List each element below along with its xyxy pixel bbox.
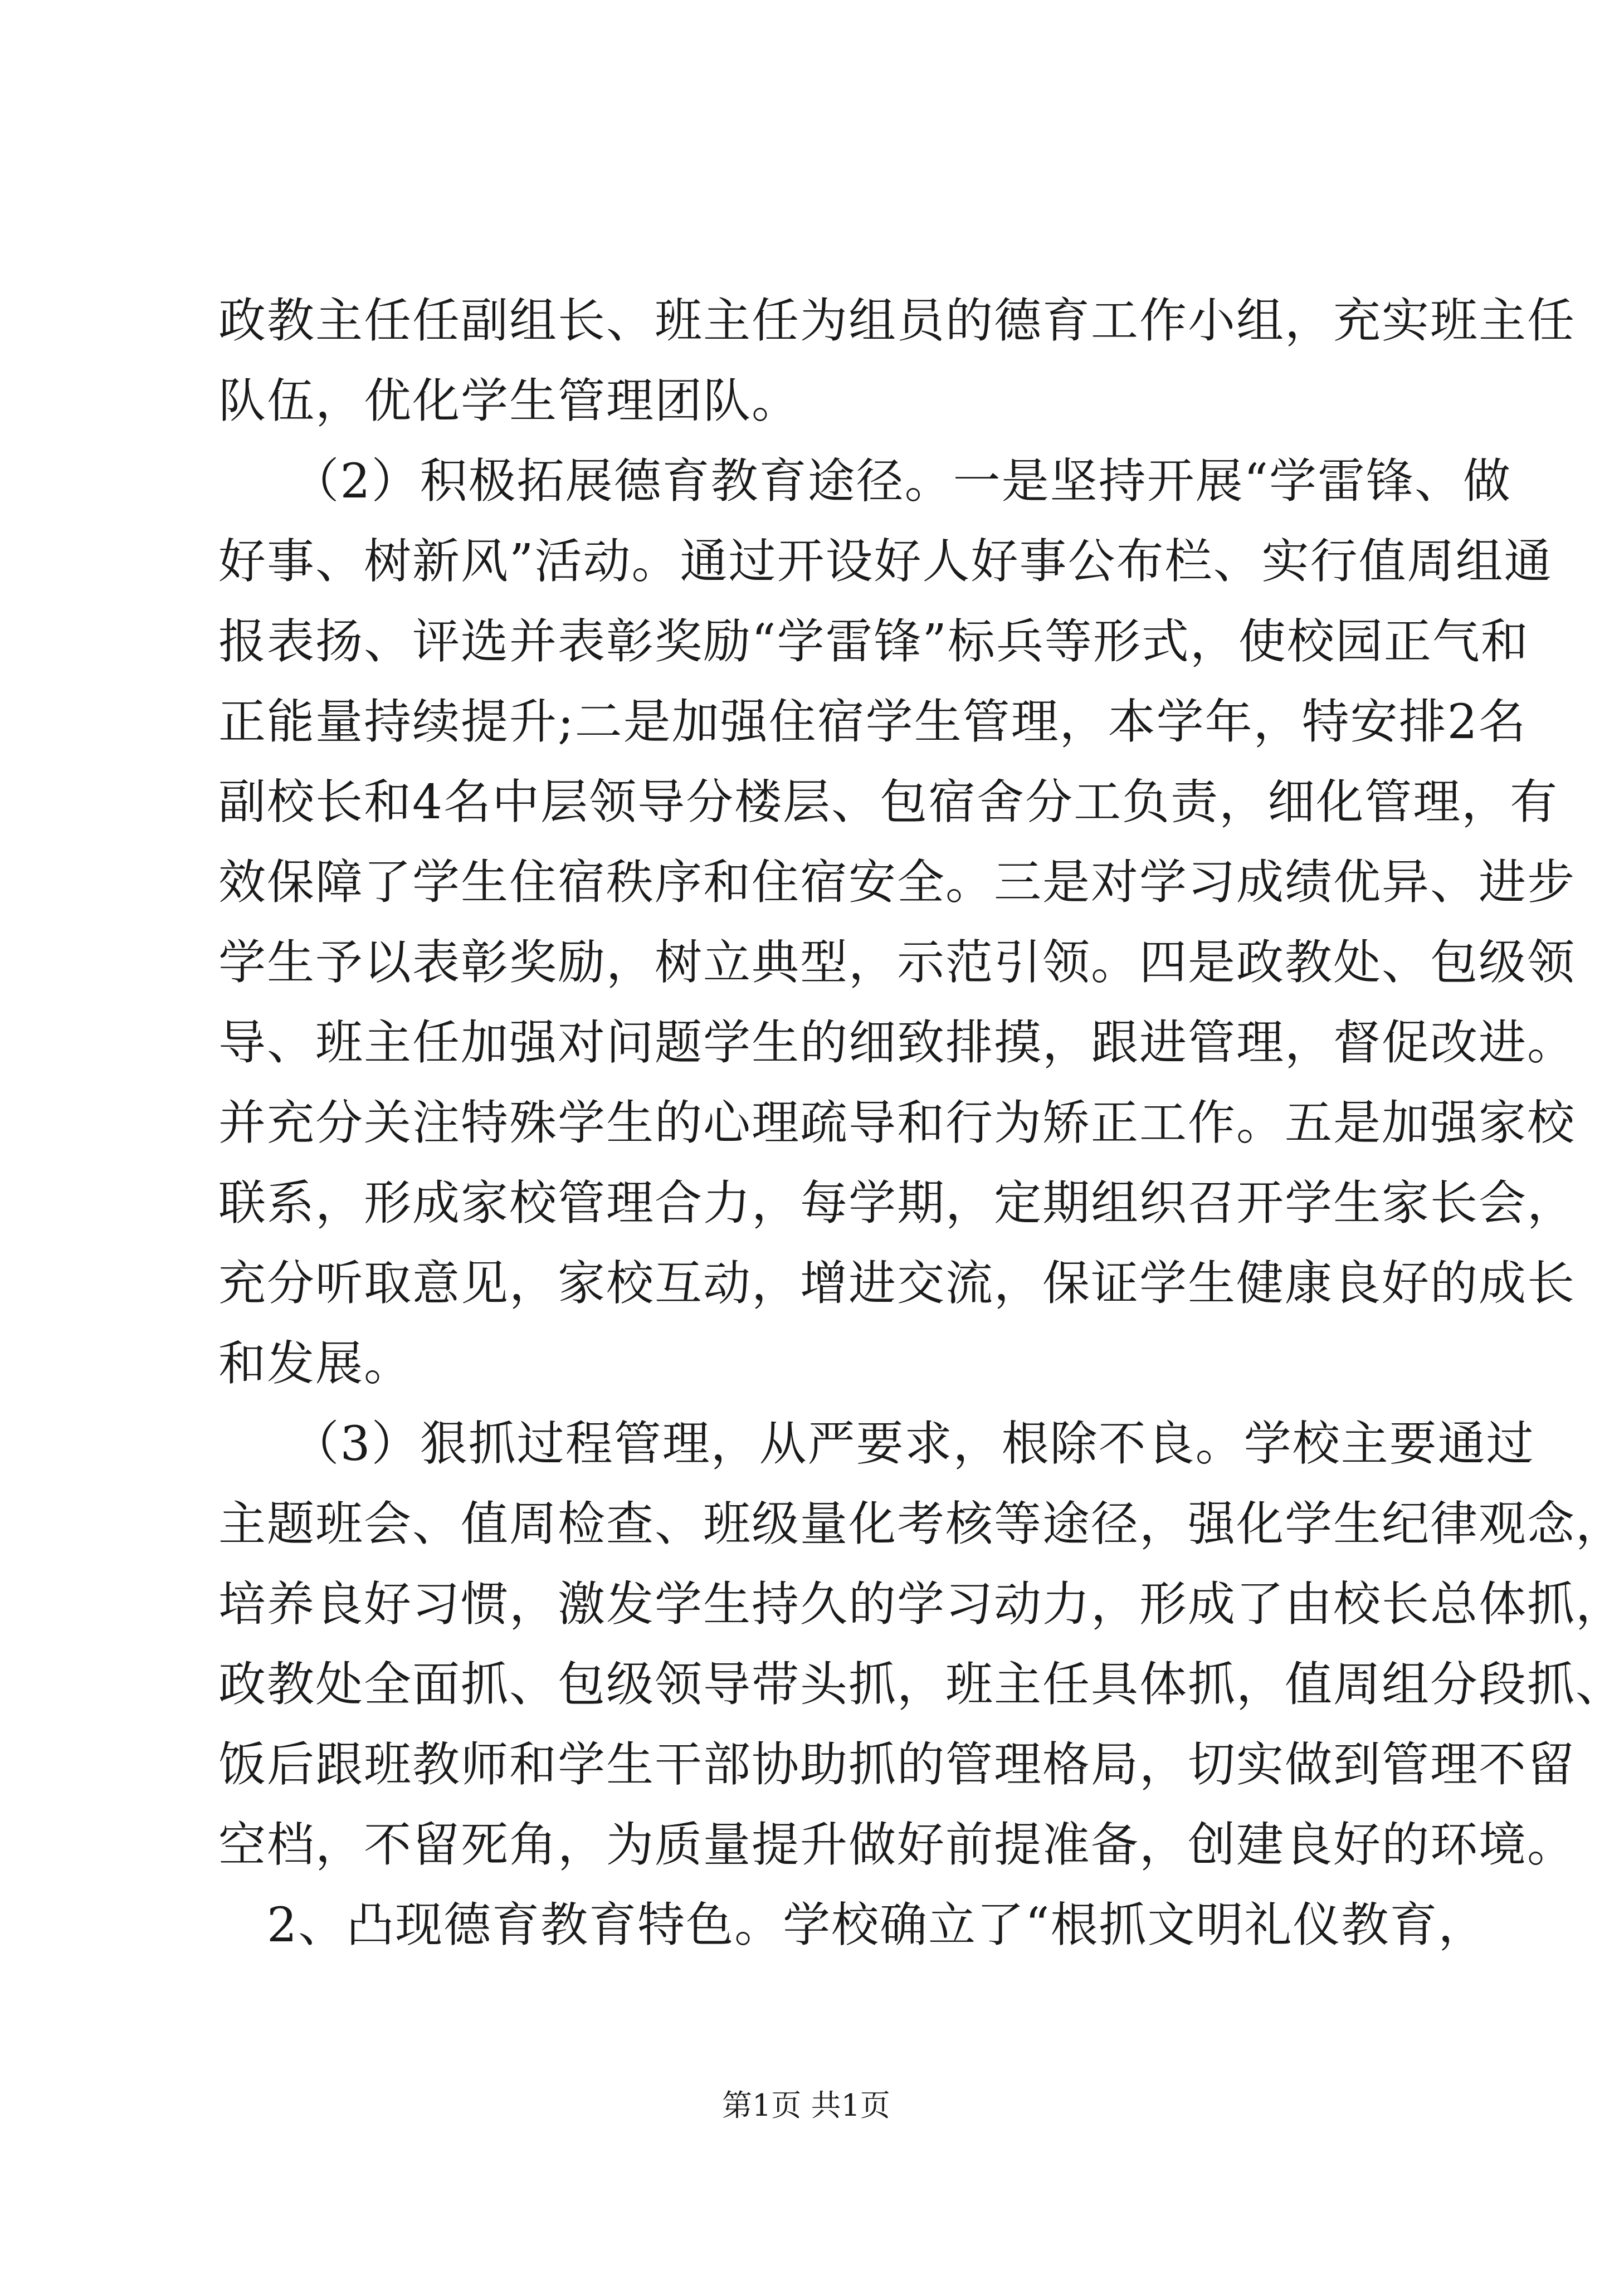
text-line: 好事、树新风”活动。通过开设好人好事公布栏、实行值周组通 xyxy=(218,534,1553,589)
text-line: （2）积极拓展德育教育途径。一是坚持开展“学雷锋、做 xyxy=(218,454,1512,509)
page-footer xyxy=(0,2086,1612,2125)
text-line: 培养良好习惯，激发学生持久的学习动力，形成了由校长总体抓， xyxy=(218,1577,1624,1632)
text-line: 副校长和4名中层领导分楼层、包宿舍分工负责，细化管理，有 xyxy=(218,775,1559,830)
text-line: 充分听取意见，家校互动，增进交流，保证学生健康良好的成长 xyxy=(218,1256,1576,1311)
page-number-label: 第1页 共1页 xyxy=(722,2088,890,2123)
text-line: 政教主任任副组长、班主任为组员的德育工作小组，充实班主任 xyxy=(218,294,1576,349)
text-line: 正能量持续提升;二是加强住宿学生管理，本学年，特安排2名 xyxy=(218,695,1527,750)
text-line: 主题班会、值周检查、班级量化考核等途径，强化学生纪律观念， xyxy=(218,1497,1624,1552)
text-line: （3）狠抓过程管理，从严要求，根除不良。学校主要通过 xyxy=(218,1417,1535,1472)
text-line: 饭后跟班教师和学生干部协助抓的管理格局，切实做到管理不留 xyxy=(218,1737,1576,1793)
text-line: 政教处全面抓、包级领导带头抓，班主任具体抓，值周组分段抓、 xyxy=(218,1657,1624,1712)
text-line: 和发展。 xyxy=(218,1336,413,1392)
body-text xyxy=(218,281,1624,1966)
text-line: 效保障了学生住宿秩序和住宿安全。三是对学习成绩优异、进步 xyxy=(218,855,1576,910)
text-line: 队伍，优化学生管理团队。 xyxy=(218,374,801,429)
text-line: 空档，不留死角，为质量提升做好前提准备，创建良好的环境。 xyxy=(218,1818,1576,1873)
text-line: 2、凸现德育教育特色。学校确立了“根抓文明礼仪教育， xyxy=(218,1898,1487,1953)
text-line: 并充分关注特殊学生的心理疏导和行为矫正工作。五是加强家校 xyxy=(218,1096,1576,1151)
text-line: 导、班主任加强对问题学生的细致排摸，跟进管理，督促改进。 xyxy=(218,1015,1576,1071)
text-line: 学生予以表彰奖励，树立典型，示范引领。四是政教处、包级领 xyxy=(218,935,1576,990)
text-line: 联系，形成家校管理合力，每学期，定期组织召开学生家长会， xyxy=(218,1176,1576,1231)
text-line: 报表扬、评选并表彰奖励“学雷锋”标兵等形式，使校园正气和 xyxy=(218,614,1529,670)
